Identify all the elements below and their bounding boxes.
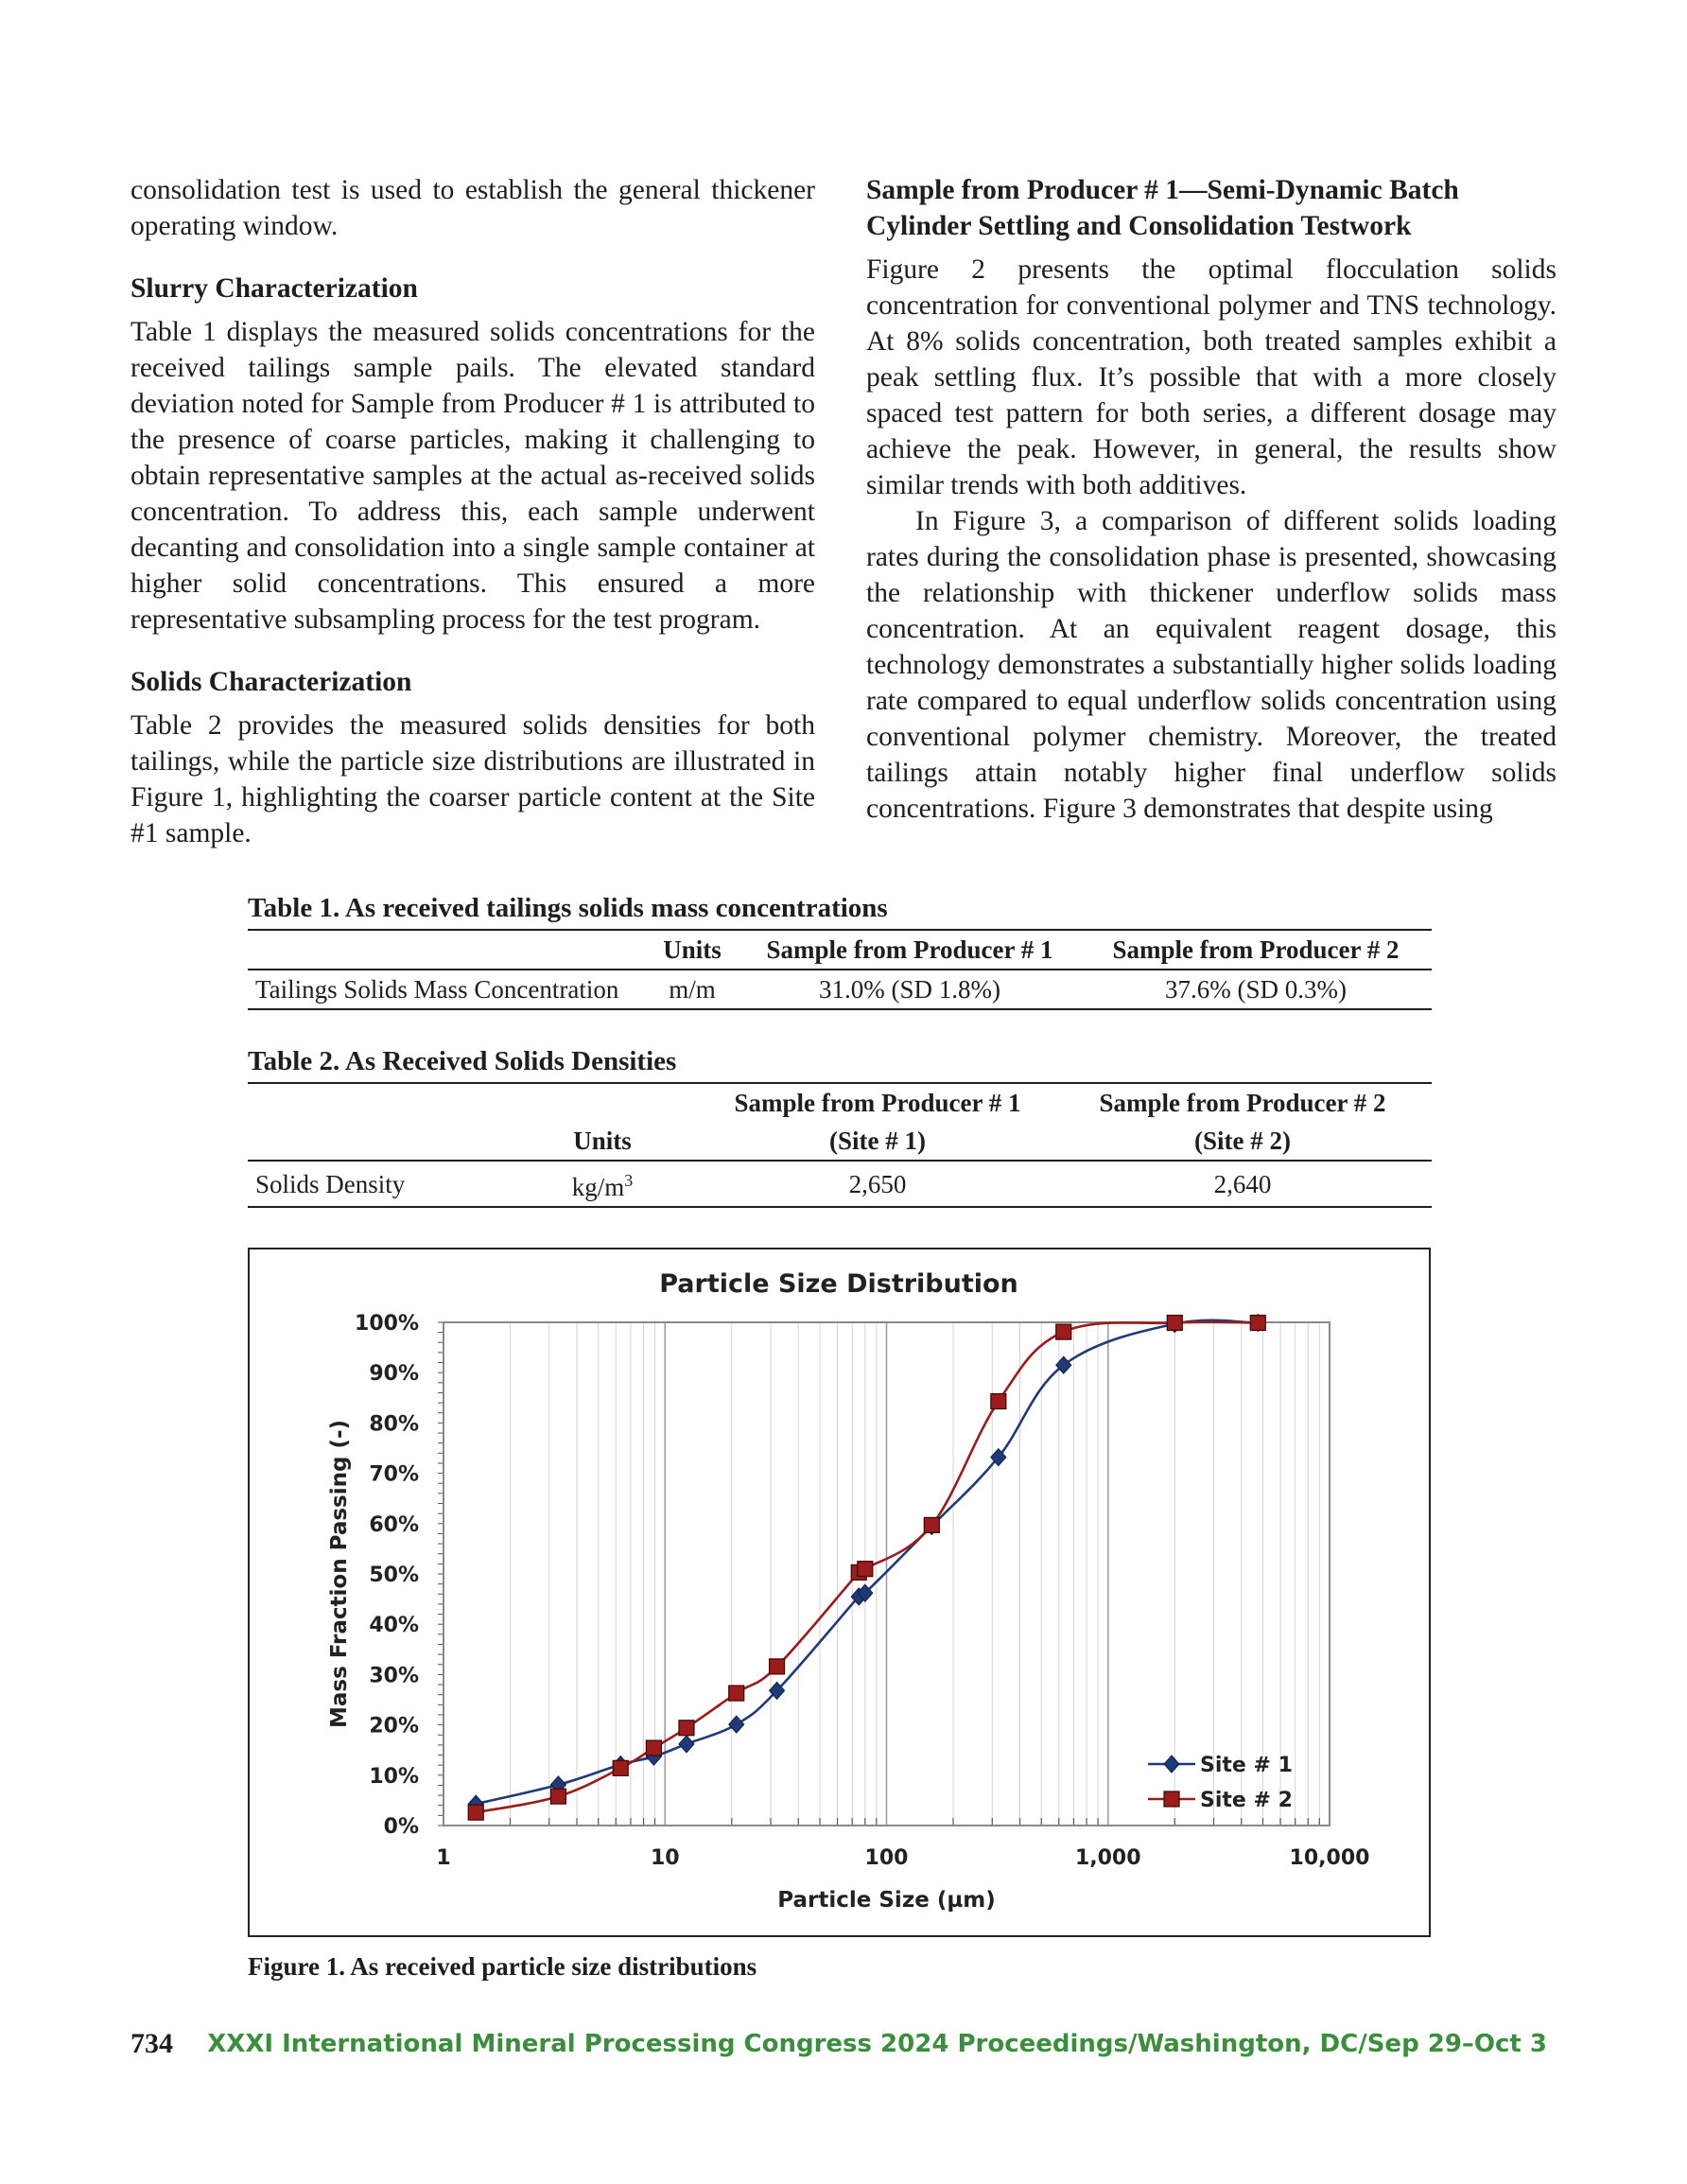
site-1-point (679, 1736, 694, 1753)
x-tick-label: 10 (650, 1846, 680, 1870)
table2-header (503, 1083, 702, 1122)
site-2-point (770, 1659, 785, 1674)
legend-label: Site # 1 (1200, 1754, 1293, 1777)
y-tick-label: 70% (369, 1462, 419, 1487)
table2-header: (Site # 1) (829, 1127, 926, 1155)
y-axis-label: Mass Fraction Passing (-) (327, 1419, 352, 1729)
table1-caption: Table 1. As received tailings solids mass concentrations (248, 893, 888, 923)
y-tick-label: 40% (369, 1614, 419, 1638)
table2-header (248, 1083, 503, 1122)
slurry-heading: Slurry Characterization (130, 273, 418, 304)
table1-header: Sample from Producer # 1 (739, 930, 1080, 970)
site-2-point (1250, 1316, 1265, 1331)
legend-marker (1164, 1791, 1179, 1807)
solids-paragraph: Table 2 provides the measured solids densities for both tailings, while the particle size distributions are illustrated in Figure 1, highlighting the coarser particle content at the Site #1 sample. (130, 710, 815, 848)
y-tick-label: 0% (383, 1815, 419, 1839)
site-2-point (729, 1686, 744, 1701)
y-tick-label: 100% (355, 1312, 419, 1336)
y-tick-label: 80% (369, 1412, 419, 1437)
x-tick-label: 1,000 (1074, 1846, 1141, 1870)
table1 (248, 929, 1432, 1010)
units-superscript: 3 (624, 1171, 634, 1190)
table2-caption: Table 2. As Received Solids Densities (248, 1046, 677, 1076)
site-2-point (613, 1760, 628, 1775)
table2-cell: Solids Density (248, 1161, 503, 1207)
right-column (866, 172, 1557, 827)
x-tick-label: 1 (436, 1846, 451, 1870)
site-2-point (991, 1394, 1006, 1409)
left-column (130, 172, 815, 851)
table2-header: Sample from Producer # 2 (1053, 1083, 1432, 1122)
table2-header: Units (573, 1127, 632, 1155)
table-row (248, 1161, 1432, 1207)
table1-header-row (248, 930, 1432, 970)
y-tick-label: 10% (369, 1764, 419, 1789)
y-tick-label: 90% (369, 1362, 419, 1387)
table-row (248, 970, 1432, 1009)
site-2-point (468, 1805, 483, 1820)
site-2-point (1056, 1324, 1071, 1339)
y-tick-label: 30% (369, 1664, 419, 1688)
table2-header: (Site # 2) (1194, 1127, 1291, 1155)
chart-title: Particle Size Distribution (659, 1269, 1018, 1299)
site-1-point (1056, 1356, 1071, 1373)
legend-marker (1164, 1756, 1179, 1773)
y-tick-label: 20% (369, 1714, 419, 1738)
section-heading: Sample from Producer # 1—Semi-Dynamic Batch Cylinder Settling and Consolidation Testwork (866, 175, 1459, 241)
site-1-point (729, 1716, 744, 1733)
table2-header-row (248, 1083, 1432, 1122)
y-tick-label: 50% (369, 1564, 419, 1587)
right-paragraph-1: Figure 2 presents the optimal flocculation solids concentration for conventional polymer and TNS technology. At 8% solids concentration, both treated samples exhibit a peak settling flux. It’s possible that with a more closely spaced test pattern for both series, a different dosage may achieve the peak. However, in general, the results show similar trends with both additives. (866, 254, 1557, 500)
table1-cell: Tailings Solids Mass Concentration (248, 970, 645, 1009)
x-tick-label: 100 (864, 1846, 909, 1870)
table2-cell (503, 1161, 702, 1207)
table1-cell: 37.6% (SD 0.3%) (1080, 970, 1432, 1009)
psd-chart (250, 1249, 1429, 1935)
table2-cell: 2,650 (702, 1161, 1053, 1207)
table2-header-row (248, 1122, 1432, 1161)
units-base: kg/m (571, 1173, 625, 1201)
site-2-point (550, 1789, 565, 1804)
site-2-point (924, 1517, 939, 1532)
solids-heading: Solids Characterization (130, 667, 412, 697)
table2-cell: 2,640 (1053, 1161, 1432, 1207)
table1-cell: m/m (645, 970, 739, 1009)
table1-header: Sample from Producer # 2 (1080, 930, 1432, 970)
page-number: 734 (130, 2028, 173, 2059)
site-2-point (679, 1721, 694, 1736)
table1-header: Units (645, 930, 739, 970)
table2-header (248, 1122, 503, 1161)
conference-footer: XXXI International Mineral Processing Congress 2024 Proceedings/Washington, DC/Sep 29–Oct 3 (207, 2030, 1547, 2058)
table1-cell: 31.0% (SD 1.8%) (739, 970, 1080, 1009)
table2-header: Sample from Producer # 1 (702, 1083, 1053, 1122)
intro-paragraph: consolidation test is used to establish the general thickener operating window. (130, 175, 815, 241)
x-axis-label: Particle Size (µm) (777, 1888, 996, 1913)
figure1-caption: Figure 1. As received particle size distributions (248, 1952, 757, 1981)
site-2-point (858, 1562, 873, 1577)
site-2-point (1167, 1316, 1182, 1331)
table1-header (248, 930, 645, 970)
table2 (248, 1082, 1432, 1208)
legend-label: Site # 2 (1200, 1789, 1293, 1812)
figure1-frame (248, 1248, 1431, 1937)
x-tick-label: 10,000 (1289, 1846, 1370, 1870)
right-paragraph-2: In Figure 3, a comparison of different solids loading rates during the consolidation phase is presented, showcasing the relationship with thickener underflow solids mass concentration. At an equivalent reagent dosage, this technology demonstrates a substantially higher solids loading rate compared to equal underflow solids concentration using conventional polymer chemistry. Moreover, the treated tailings attain notably higher final underflow solids concentrations. Figure 3 demonstrates that despite using (866, 506, 1557, 824)
slurry-paragraph: Table 1 displays the measured solids concentrations for the received tailings sample pails. The elevated standard deviation noted for Sample from Producer # 1 is attributed to the presence of coarse particles, making it challenging to obtain representative samples at the actual as-received solids concentration. To address this, each sample underwent decanting and consolidation into a single sample container at higher solid concentrations. This ensured a more representative subsampling process for the test program. (130, 317, 815, 635)
site-2-point (646, 1740, 661, 1756)
y-tick-label: 60% (369, 1512, 419, 1537)
